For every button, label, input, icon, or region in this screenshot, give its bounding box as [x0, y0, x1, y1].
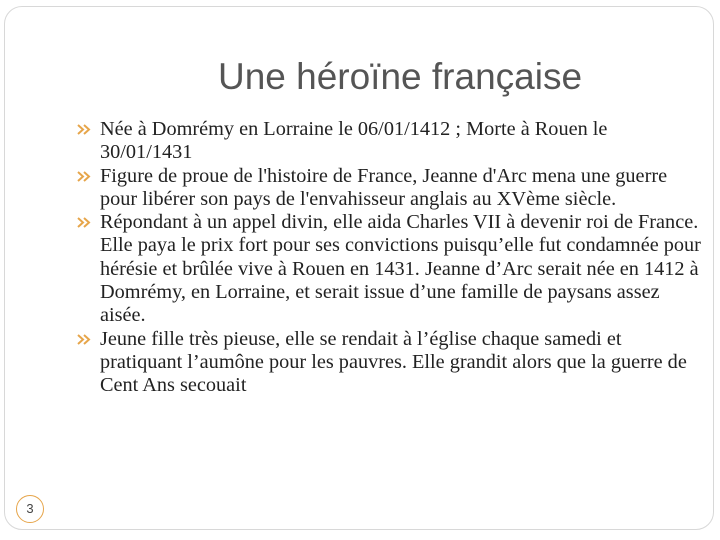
bullet-item: [77, 118, 702, 165]
double-chevron-bullet-icon: [77, 332, 98, 347]
bullet-list: [77, 118, 702, 398]
bullet-text: Répondant à un appel divin, elle aida Charles VII à devenir roi de France. Elle paya le prix fort pour ses convictions puisqu’elle fut condamnée pour hérésie et brûlée vive à Rouen en 1431. Jeanne d’Arc serait née en 1412 à Domrémy, en Lorraine, et serait issue d’une famille de paysans assez aisée.: [100, 211, 701, 327]
slide-title: Une héroïne française: [217, 56, 583, 97]
double-chevron-bullet-icon: [77, 122, 98, 137]
bullet-text: Jeune fille très pieuse, elle se rendait à l’église chaque samedi et pratiquant l’aumône pour les pauvres. Elle grandit alors que la guerre de Cent Ans secouait: [100, 327, 687, 397]
bullet-item: [77, 328, 702, 398]
double-chevron-bullet-icon: [77, 169, 98, 184]
slide-number-badge: 3: [16, 495, 44, 523]
double-chevron-bullet-icon: [77, 215, 98, 230]
bullet-text: Figure de proue de l'histoire de France, Jeanne d'Arc mena une guerre pour libérer son pays de l'envahisseur anglais au XVème siècle.: [100, 164, 668, 210]
bullet-item: [77, 165, 702, 212]
bullet-item: [77, 211, 702, 327]
bullet-text: Née à Domrémy en Lorraine le 06/01/1412 ; Morte à Rouen le 30/01/1431: [100, 118, 608, 164]
